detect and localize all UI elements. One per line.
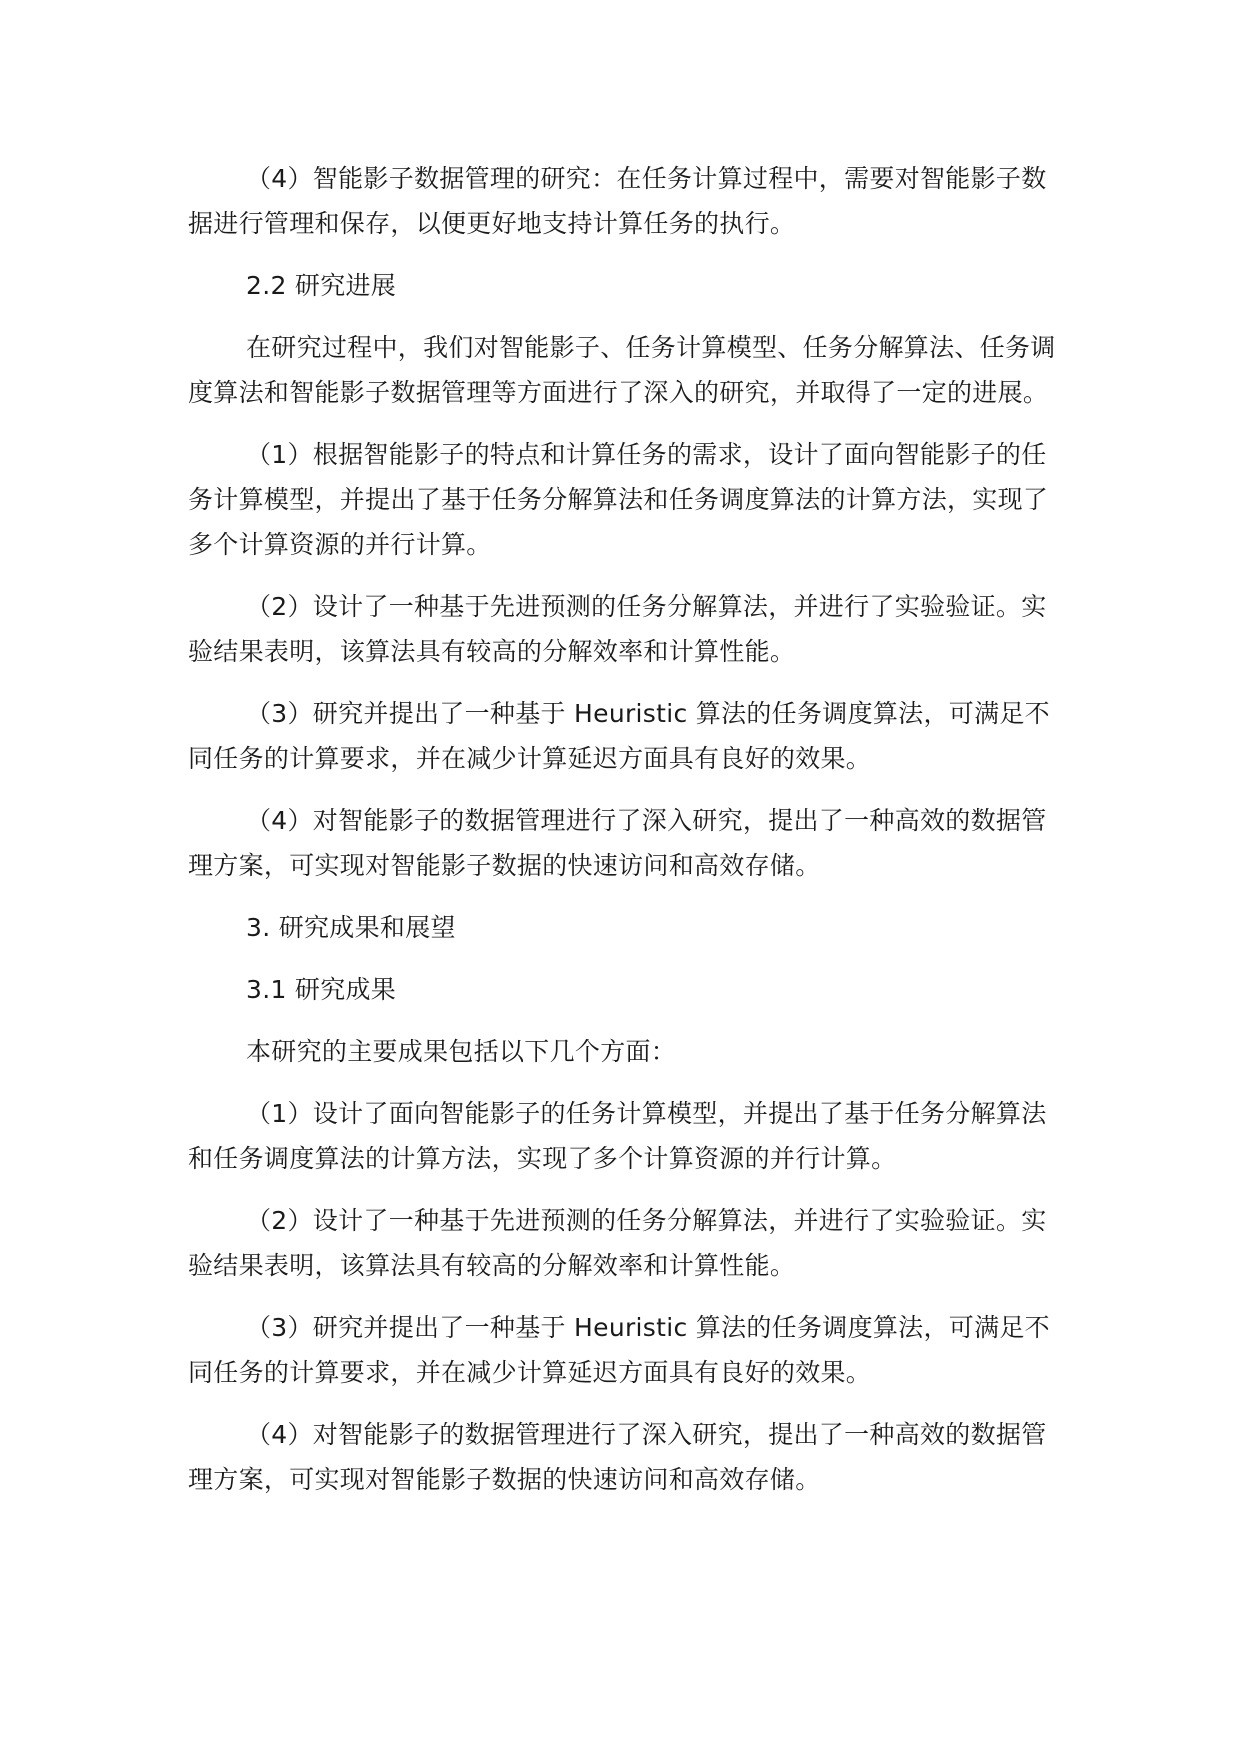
paragraph-results-item-1: （1）设计了面向智能影子的任务计算模型，并提出了基于任务分解算法和任务调度算法的计算方法，实现了多个计算资源的并行计算。 xyxy=(188,1099,1047,1173)
paragraph-progress-intro: 在研究过程中，我们对智能影子、任务计算模型、任务分解算法、任务调度算法和智能影子数据管理等方面进行了深入的研究，并取得了一定的进展。 xyxy=(188,333,1056,407)
paragraph-results-item-2: （2）设计了一种基于先进预测的任务分解算法，并进行了实验验证。实验结果表明，该算法具有较高的分解效率和计算性能。 xyxy=(188,1206,1047,1280)
document-body xyxy=(188,156,1068,1502)
paragraph-progress-item-2: （2）设计了一种基于先进预测的任务分解算法，并进行了实验验证。实验结果表明，该算法具有较高的分解效率和计算性能。 xyxy=(188,592,1047,666)
paragraph-progress-item-3: （3）研究并提出了一种基于 Heuristic 算法的任务调度算法，可满足不同任务的计算要求，并在减少计算延迟方面具有良好的效果。 xyxy=(188,699,1050,773)
paragraph-results-intro: 本研究的主要成果包括以下几个方面： xyxy=(246,1037,677,1066)
paragraph-data-management-research: （4）智能影子数据管理的研究：在任务计算过程中，需要对智能影子数据进行管理和保存，以便更好地支持计算任务的执行。 xyxy=(188,164,1047,238)
section-heading-3-1: 3.1 研究成果 xyxy=(246,975,397,1004)
paragraph-progress-item-4: （4）对智能影子的数据管理进行了深入研究，提出了一种高效的数据管理方案，可实现对智能影子数据的快速访问和高效存储。 xyxy=(188,806,1047,880)
paragraph-progress-item-1: （1）根据智能影子的特点和计算任务的需求，设计了面向智能影子的任务计算模型，并提出了基于任务分解算法和任务调度算法的计算方法，实现了多个计算资源的并行计算。 xyxy=(188,440,1049,559)
section-heading-3: 3. 研究成果和展望 xyxy=(246,913,456,942)
section-heading-2-2: 2.2 研究进展 xyxy=(246,271,397,300)
paragraph-results-item-4: （4）对智能影子的数据管理进行了深入研究，提出了一种高效的数据管理方案，可实现对智能影子数据的快速访问和高效存储。 xyxy=(188,1420,1047,1494)
paragraph-results-item-3: （3）研究并提出了一种基于 Heuristic 算法的任务调度算法，可满足不同任务的计算要求，并在减少计算延迟方面具有良好的效果。 xyxy=(188,1313,1050,1387)
